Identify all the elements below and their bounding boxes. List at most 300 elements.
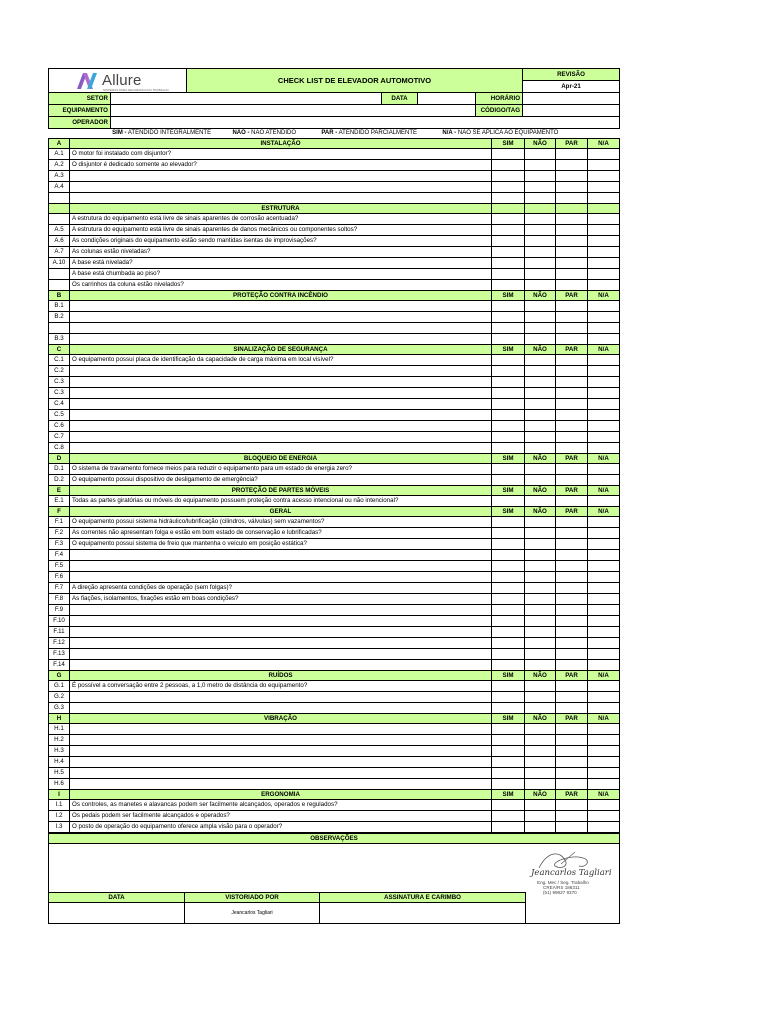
answer-par-cell[interactable] (556, 366, 588, 377)
setor-field[interactable] (111, 93, 382, 105)
section-title: ERGONOMIA (70, 790, 492, 800)
answer-par-cell[interactable] (556, 517, 588, 528)
footer-data-label: DATA (49, 893, 185, 903)
answer-sim-cell[interactable] (492, 280, 525, 291)
answer-na-cell[interactable] (588, 583, 620, 594)
answer-nao-cell[interactable] (525, 660, 556, 671)
item-question (70, 746, 492, 757)
answer-na-cell[interactable] (588, 594, 620, 605)
item-code: C.3 (49, 388, 70, 399)
answer-na-cell[interactable] (588, 388, 620, 399)
answer-nao-cell[interactable] (525, 280, 556, 291)
answer-nao-cell[interactable] (525, 594, 556, 605)
answer-par-cell[interactable] (556, 539, 588, 550)
answer-par-cell[interactable] (556, 301, 588, 312)
answer-nao-cell[interactable] (525, 377, 556, 388)
answer-sim-cell[interactable] (492, 399, 525, 410)
item-code: G.2 (49, 692, 70, 703)
answer-sim-cell[interactable] (492, 323, 525, 334)
answer-na-cell[interactable] (588, 800, 620, 811)
answer-par-cell[interactable] (556, 247, 588, 258)
answer-sim-cell[interactable] (492, 616, 525, 627)
logo-cell (49, 69, 187, 93)
answer-sim-cell[interactable] (492, 594, 525, 605)
answer-na-cell[interactable] (588, 312, 620, 323)
answer-na-cell[interactable] (588, 236, 620, 247)
answer-nao-cell[interactable] (525, 746, 556, 757)
column-header-nao: NÃO (525, 486, 556, 496)
item-question (70, 572, 492, 583)
checklist-row (49, 583, 620, 594)
answer-par-cell[interactable] (556, 703, 588, 714)
answer-na-cell[interactable] (588, 779, 620, 790)
answer-nao-cell[interactable] (525, 214, 556, 225)
answer-sim-cell[interactable] (492, 649, 525, 660)
item-code: A.10 (49, 258, 70, 269)
answer-na-cell[interactable] (588, 464, 620, 475)
answer-na-cell[interactable] (588, 280, 620, 291)
answer-sim-cell[interactable] (492, 822, 525, 833)
answer-sim-cell[interactable] (492, 517, 525, 528)
answer-par-cell[interactable] (556, 746, 588, 757)
item-question (70, 724, 492, 735)
column-header-sim: SIM (492, 507, 525, 517)
header-table (48, 68, 620, 138)
answer-sim-cell[interactable] (492, 269, 525, 280)
answer-nao-cell[interactable] (525, 605, 556, 616)
answer-par-cell[interactable] (556, 236, 588, 247)
answer-na-cell[interactable] (588, 247, 620, 258)
answer-na-cell[interactable] (588, 323, 620, 334)
answer-sim-cell[interactable] (492, 236, 525, 247)
legend-par-text: ATENDIDO PARCIALMENTE (338, 130, 418, 136)
answer-na-cell[interactable] (588, 399, 620, 410)
column-header-par: PAR (556, 291, 588, 301)
answer-sim-cell[interactable] (492, 160, 525, 171)
item-question (70, 550, 492, 561)
item-code (49, 269, 70, 280)
answer-nao-cell[interactable] (525, 638, 556, 649)
answer-sim-cell[interactable] (492, 464, 525, 475)
answer-na-cell[interactable] (588, 171, 620, 182)
answer-sim-cell[interactable] (492, 768, 525, 779)
answer-par-cell[interactable] (556, 334, 588, 345)
answer-na-cell[interactable] (588, 572, 620, 583)
column-header-sim: SIM (492, 790, 525, 800)
answer-par-cell[interactable] (556, 399, 588, 410)
checklist-row (49, 236, 620, 247)
answer-sim-cell[interactable] (492, 432, 525, 443)
answer-nao-cell[interactable] (525, 399, 556, 410)
answer-nao-cell[interactable] (525, 323, 556, 334)
section-code: D (49, 454, 70, 464)
answer-par-cell[interactable] (556, 724, 588, 735)
item-question (70, 334, 492, 345)
answer-na-cell[interactable] (588, 269, 620, 280)
answer-par-cell[interactable] (556, 355, 588, 366)
answer-na-cell[interactable] (588, 649, 620, 660)
item-question: A estrutura do equipamento está livre de sinais aparentes de corrosão acentuada? (70, 214, 492, 225)
answer-nao-cell[interactable] (525, 692, 556, 703)
answer-nao-cell[interactable] (525, 811, 556, 822)
answer-sim-cell[interactable] (492, 421, 525, 432)
answer-nao-cell[interactable] (525, 247, 556, 258)
answer-na-cell[interactable] (588, 692, 620, 703)
answer-na-cell[interactable] (588, 517, 620, 528)
answer-nao-cell[interactable] (525, 432, 556, 443)
answer-par-cell[interactable] (556, 410, 588, 421)
answer-nao-cell[interactable] (525, 550, 556, 561)
section-code: F (49, 507, 70, 517)
answer-nao-cell[interactable] (525, 421, 556, 432)
answer-na-cell[interactable] (588, 681, 620, 692)
equipamento-field[interactable] (111, 105, 476, 117)
answer-sim-cell[interactable] (492, 301, 525, 312)
answer-nao-cell[interactable] (525, 193, 556, 204)
item-code: H.3 (49, 746, 70, 757)
answer-na-cell[interactable] (588, 475, 620, 486)
answer-sim-cell[interactable] (492, 735, 525, 746)
answer-par-cell[interactable] (556, 779, 588, 790)
answer-nao-cell[interactable] (525, 410, 556, 421)
footer-data-field[interactable] (49, 903, 185, 924)
answer-sim-cell[interactable] (492, 757, 525, 768)
answer-nao-cell[interactable] (525, 649, 556, 660)
answer-nao-cell[interactable] (525, 528, 556, 539)
answer-par-cell[interactable] (556, 681, 588, 692)
answer-na-cell[interactable] (588, 811, 620, 822)
answer-na-cell[interactable] (588, 627, 620, 638)
section-title: BLOQUEIO DE ENERGIA (70, 454, 492, 464)
item-code: A.3 (49, 171, 70, 182)
section-code: I (49, 790, 70, 800)
item-question (70, 410, 492, 421)
answer-par-cell[interactable] (556, 496, 588, 507)
answer-sim-cell[interactable] (492, 366, 525, 377)
item-code: F.13 (49, 649, 70, 660)
legend-sim-text: ATENDIDO INTEGRALMENTE (127, 130, 212, 136)
answer-par-cell[interactable] (556, 660, 588, 671)
answer-nao-cell[interactable] (525, 572, 556, 583)
column-header-par: PAR (556, 714, 588, 724)
document-title: CHECK LIST DE ELEVADOR AUTOMOTIVO (187, 69, 523, 93)
answer-nao-cell[interactable] (525, 561, 556, 572)
answer-par-cell[interactable] (556, 561, 588, 572)
answer-na-cell[interactable] (588, 149, 620, 160)
answer-nao-cell[interactable] (525, 312, 556, 323)
answer-sim-cell[interactable] (492, 692, 525, 703)
answer-nao-cell[interactable] (525, 149, 556, 160)
answer-nao-cell[interactable] (525, 464, 556, 475)
answer-na-cell[interactable] (588, 366, 620, 377)
column-header-na: N/A (588, 486, 620, 496)
answer-nao-cell[interactable] (525, 171, 556, 182)
answer-sim-cell[interactable] (492, 681, 525, 692)
answer-sim-cell[interactable] (492, 703, 525, 714)
answer-par-cell[interactable] (556, 377, 588, 388)
section-code: B (49, 291, 70, 301)
answer-na-cell[interactable] (588, 225, 620, 236)
answer-sim-cell[interactable] (492, 355, 525, 366)
answer-nao-cell[interactable] (525, 443, 556, 454)
answer-nao-cell[interactable] (525, 583, 556, 594)
answer-nao-cell[interactable] (525, 182, 556, 193)
answer-sim-cell[interactable] (492, 561, 525, 572)
answer-par-cell[interactable] (556, 388, 588, 399)
answer-na-cell[interactable] (588, 638, 620, 649)
horario-label: HORÁRIO (476, 93, 523, 105)
answer-sim-cell[interactable] (492, 583, 525, 594)
checklist-row (49, 724, 620, 735)
answer-sim-cell[interactable] (492, 528, 525, 539)
answer-par-cell[interactable] (556, 692, 588, 703)
checklist-row (49, 660, 620, 671)
answer-sim-cell[interactable] (492, 225, 525, 236)
item-code: C.4 (49, 399, 70, 410)
answer-sim-cell[interactable] (492, 312, 525, 323)
answer-nao-cell[interactable] (525, 236, 556, 247)
answer-par-cell[interactable] (556, 627, 588, 638)
item-question (70, 605, 492, 616)
column-header-nao: NÃO (525, 291, 556, 301)
answer-nao-cell[interactable] (525, 822, 556, 833)
answer-sim-cell[interactable] (492, 334, 525, 345)
answer-na-cell[interactable] (588, 660, 620, 671)
column-header-sim: SIM (492, 486, 525, 496)
item-code: F.8 (49, 594, 70, 605)
answer-nao-cell[interactable] (525, 301, 556, 312)
answer-nao-cell[interactable] (525, 735, 556, 746)
answer-par-cell[interactable] (556, 464, 588, 475)
answer-nao-cell[interactable] (525, 779, 556, 790)
answer-sim-cell[interactable] (492, 811, 525, 822)
answer-sim-cell[interactable] (492, 149, 525, 160)
section-header-row (49, 486, 620, 496)
answer-nao-cell[interactable] (525, 496, 556, 507)
answer-na-cell[interactable] (588, 182, 620, 193)
answer-par-cell[interactable] (556, 638, 588, 649)
answer-par-cell[interactable] (556, 822, 588, 833)
signature-stamp (526, 844, 620, 924)
answer-par-cell[interactable] (556, 811, 588, 822)
answer-nao-cell[interactable] (525, 388, 556, 399)
operador-field[interactable] (111, 117, 620, 129)
answer-nao-cell[interactable] (525, 627, 556, 638)
answer-par-cell[interactable] (556, 421, 588, 432)
answer-nao-cell[interactable] (525, 539, 556, 550)
answer-nao-cell[interactable] (525, 616, 556, 627)
answer-par-cell[interactable] (556, 768, 588, 779)
answer-sim-cell[interactable] (492, 638, 525, 649)
answer-sim-cell[interactable] (492, 247, 525, 258)
answer-nao-cell[interactable] (525, 724, 556, 735)
item-code: F.2 (49, 528, 70, 539)
item-question: A direção apresenta condições de operação (sem folgas)? (70, 583, 492, 594)
answer-par-cell[interactable] (556, 432, 588, 443)
item-code: H.6 (49, 779, 70, 790)
answer-sim-cell[interactable] (492, 605, 525, 616)
answer-sim-cell[interactable] (492, 627, 525, 638)
answer-na-cell[interactable] (588, 432, 620, 443)
footer-assinatura-field[interactable] (320, 903, 526, 924)
answer-nao-cell[interactable] (525, 800, 556, 811)
answer-nao-cell[interactable] (525, 681, 556, 692)
answer-na-cell[interactable] (588, 724, 620, 735)
data-field[interactable] (418, 93, 476, 105)
answer-na-cell[interactable] (588, 496, 620, 507)
answer-sim-cell[interactable] (492, 214, 525, 225)
answer-sim-cell[interactable] (492, 539, 525, 550)
answer-sim-cell[interactable] (492, 443, 525, 454)
answer-sim-cell[interactable] (492, 475, 525, 486)
answer-sim-cell[interactable] (492, 410, 525, 421)
item-question (70, 627, 492, 638)
answer-sim-cell[interactable] (492, 377, 525, 388)
checklist-table (48, 138, 620, 833)
item-code: G.3 (49, 703, 70, 714)
answer-na-cell[interactable] (588, 605, 620, 616)
answer-par-cell[interactable] (556, 214, 588, 225)
observacoes-header: OBSERVAÇÕES (49, 834, 620, 844)
answer-par-cell[interactable] (556, 550, 588, 561)
item-question: O equipamento possui sistema de freio que mantenha o veículo em posição estática? (70, 539, 492, 550)
answer-sim-cell[interactable] (492, 171, 525, 182)
column-header-na: N/A (588, 291, 620, 301)
answer-sim-cell[interactable] (492, 550, 525, 561)
item-question (70, 757, 492, 768)
answer-na-cell[interactable] (588, 561, 620, 572)
answer-par-cell[interactable] (556, 735, 588, 746)
checklist-row (49, 692, 620, 703)
column-header-sim: SIM (492, 454, 525, 464)
answer-nao-cell[interactable] (525, 334, 556, 345)
answer-par-cell[interactable] (556, 225, 588, 236)
answer-par-cell[interactable] (556, 475, 588, 486)
answer-sim-cell[interactable] (492, 258, 525, 269)
answer-par-cell[interactable] (556, 528, 588, 539)
answer-na-cell[interactable] (588, 160, 620, 171)
column-header-par (556, 204, 588, 214)
answer-na-cell[interactable] (588, 616, 620, 627)
item-question: O disjuntor é dedicado somente ao elevador? (70, 160, 492, 171)
answer-nao-cell[interactable] (525, 355, 556, 366)
answer-na-cell[interactable] (588, 746, 620, 757)
checklist-row (49, 638, 620, 649)
legend-sim-key: SIM - (112, 130, 127, 136)
answer-sim-cell[interactable] (492, 779, 525, 790)
answer-na-cell[interactable] (588, 539, 620, 550)
legend-na-key: N/A - (442, 130, 457, 136)
answer-na-cell[interactable] (588, 421, 620, 432)
footer-vistoriado-value: Jeancarlos Tagliari (185, 903, 320, 924)
answer-na-cell[interactable] (588, 258, 620, 269)
answer-par-cell[interactable] (556, 280, 588, 291)
answer-na-cell[interactable] (588, 301, 620, 312)
item-code: A.7 (49, 247, 70, 258)
section-code: E (49, 486, 70, 496)
codigo-field[interactable] (523, 105, 620, 117)
column-header-nao: NÃO (525, 507, 556, 517)
answer-na-cell[interactable] (588, 377, 620, 388)
answer-par-cell[interactable] (556, 160, 588, 171)
answer-par-cell[interactable] (556, 312, 588, 323)
signature-role: Eng. Mec / Seg. Trabalho (537, 880, 589, 885)
observacoes-field[interactable] (49, 844, 526, 893)
answer-par-cell[interactable] (556, 616, 588, 627)
legend-nao-text: NÃO ATENDIDO (251, 130, 297, 136)
answer-par-cell[interactable] (556, 323, 588, 334)
answer-sim-cell[interactable] (492, 496, 525, 507)
answer-na-cell[interactable] (588, 355, 620, 366)
section-header-row (49, 454, 620, 464)
checklist-row (49, 160, 620, 171)
signature-crea: CREA/RS 186311 (543, 885, 580, 890)
answer-na-cell[interactable] (588, 410, 620, 421)
answer-na-cell[interactable] (588, 822, 620, 833)
answer-sim-cell[interactable] (492, 182, 525, 193)
answer-na-cell[interactable] (588, 214, 620, 225)
answer-par-cell[interactable] (556, 193, 588, 204)
answer-par-cell[interactable] (556, 443, 588, 454)
answer-na-cell[interactable] (588, 735, 620, 746)
answer-na-cell[interactable] (588, 193, 620, 204)
answer-nao-cell[interactable] (525, 225, 556, 236)
answer-par-cell[interactable] (556, 182, 588, 193)
item-question: Os carrinhos da coluna estão nivelados? (70, 280, 492, 291)
answer-na-cell[interactable] (588, 757, 620, 768)
answer-sim-cell[interactable] (492, 746, 525, 757)
answer-nao-cell[interactable] (525, 258, 556, 269)
answer-par-cell[interactable] (556, 269, 588, 280)
answer-par-cell[interactable] (556, 649, 588, 660)
answer-sim-cell[interactable] (492, 572, 525, 583)
answer-na-cell[interactable] (588, 443, 620, 454)
answer-par-cell[interactable] (556, 583, 588, 594)
answer-par-cell[interactable] (556, 605, 588, 616)
answer-nao-cell[interactable] (525, 366, 556, 377)
answer-sim-cell[interactable] (492, 800, 525, 811)
answer-par-cell[interactable] (556, 800, 588, 811)
answer-na-cell[interactable] (588, 768, 620, 779)
answer-par-cell[interactable] (556, 149, 588, 160)
answer-nao-cell[interactable] (525, 160, 556, 171)
answer-par-cell[interactable] (556, 171, 588, 182)
answer-sim-cell[interactable] (492, 193, 525, 204)
answer-nao-cell[interactable] (525, 269, 556, 280)
answer-na-cell[interactable] (588, 334, 620, 345)
answer-nao-cell[interactable] (525, 517, 556, 528)
horario-field[interactable] (523, 93, 620, 105)
answer-par-cell[interactable] (556, 757, 588, 768)
answer-na-cell[interactable] (588, 550, 620, 561)
revision-value: Apr-21 (523, 81, 620, 93)
item-code (49, 280, 70, 291)
answer-nao-cell[interactable] (525, 768, 556, 779)
answer-nao-cell[interactable] (525, 703, 556, 714)
answer-par-cell[interactable] (556, 594, 588, 605)
answer-sim-cell[interactable] (492, 660, 525, 671)
answer-nao-cell[interactable] (525, 757, 556, 768)
answer-sim-cell[interactable] (492, 388, 525, 399)
answer-par-cell[interactable] (556, 572, 588, 583)
column-header-na: N/A (588, 714, 620, 724)
item-question (70, 692, 492, 703)
answer-na-cell[interactable] (588, 703, 620, 714)
answer-nao-cell[interactable] (525, 475, 556, 486)
answer-par-cell[interactable] (556, 258, 588, 269)
answer-na-cell[interactable] (588, 528, 620, 539)
answer-sim-cell[interactable] (492, 724, 525, 735)
